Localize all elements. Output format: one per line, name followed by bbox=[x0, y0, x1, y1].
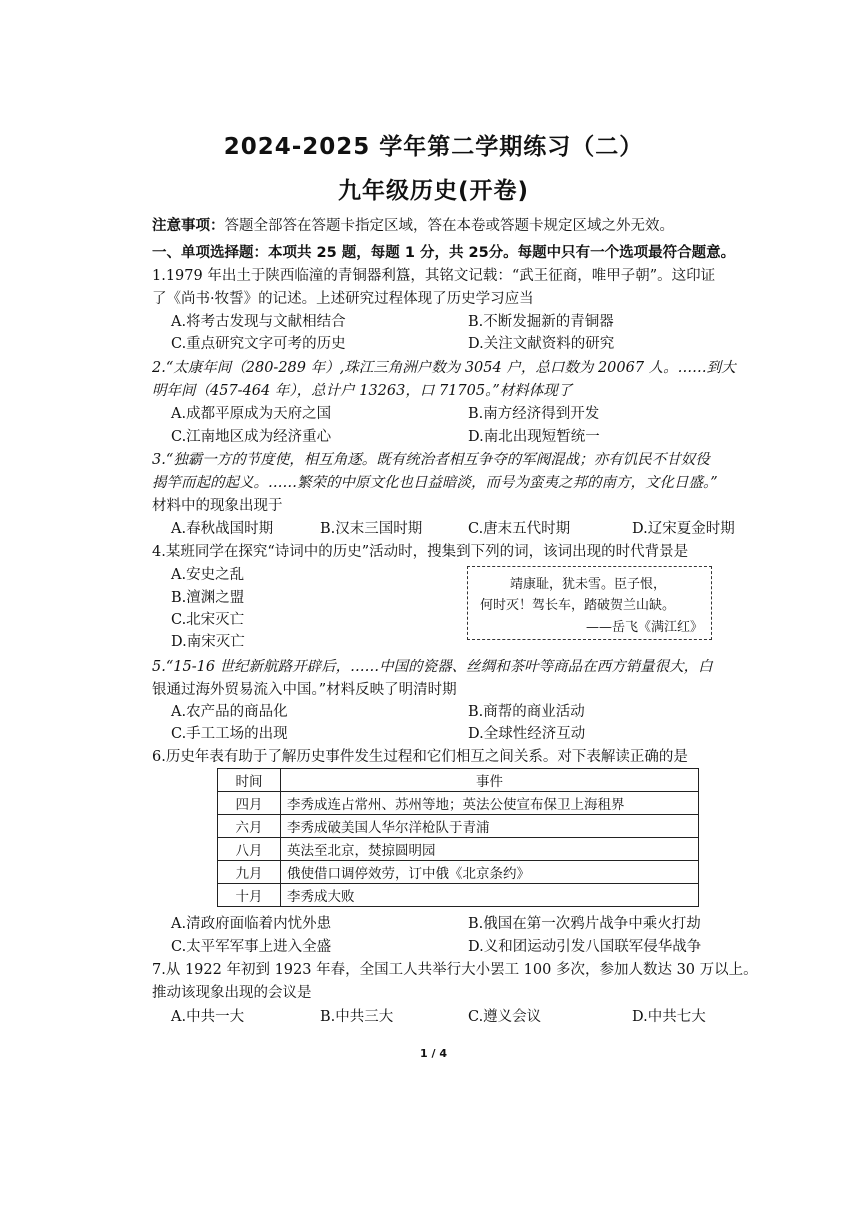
table-row bbox=[218, 861, 699, 884]
q6-option-d: D.义和团运动引发八国联军侵华战争 bbox=[468, 939, 702, 955]
table-row bbox=[218, 815, 699, 838]
table-row bbox=[218, 884, 699, 907]
q1-option-b: B.不断发掘新的青铜器 bbox=[468, 314, 614, 330]
table-cell-month: 九月 bbox=[218, 861, 281, 884]
table-cell-event: 李秀成破美国人华尔洋枪队于青浦 bbox=[281, 815, 699, 838]
q1-option-d: D.关注文献资料的研究 bbox=[468, 336, 615, 352]
timeline-table bbox=[217, 768, 699, 907]
q7-line1: 7.从 1922 年初到 1923 年春，全国工人共举行大小罢工 100 多次，参加人数达 30 万以上。 bbox=[152, 962, 758, 978]
table-cell-month: 四月 bbox=[218, 792, 281, 815]
q2-option-a: A.成都平原成为天府之国 bbox=[171, 406, 332, 422]
table-row bbox=[218, 792, 699, 815]
q6-option-b: B.俄国在第一次鸦片战争中乘火打劫 bbox=[468, 916, 701, 932]
poem-line1: 靖康耻，犹未雪。臣子恨， bbox=[510, 577, 667, 592]
q3-option-c: C.唐末五代时期 bbox=[468, 521, 571, 537]
table-cell-month: 八月 bbox=[218, 838, 281, 861]
page-number: 1 / 4 bbox=[420, 1047, 447, 1060]
poem-attribution: ——岳飞《满江红》 bbox=[586, 620, 704, 635]
q1-line2: 了《尚书·牧誓》的记述。上述研究过程体现了历史学习应当 bbox=[152, 291, 534, 307]
page-subtitle: 九年级历史(开卷) bbox=[337, 178, 530, 204]
table-cell-event: 英法至北京，焚掠圆明园 bbox=[281, 838, 699, 861]
notice-text: 答题全部答在答题卡指定区域，答在本卷或答题卡规定区域之外无效。 bbox=[224, 218, 674, 234]
q3-option-a: A.春秋战国时期 bbox=[171, 521, 274, 537]
q5-option-d: D.全球性经济互动 bbox=[468, 726, 586, 742]
q6-option-c: C.太平军军事上进入全盛 bbox=[171, 939, 332, 955]
q7-option-b: B.中共三大 bbox=[320, 1009, 394, 1025]
page-title: 2024-2025 学年第二学期练习（二） bbox=[223, 134, 644, 160]
q7-option-c: C.遵义会议 bbox=[468, 1009, 542, 1025]
q7-line2: 推动该现象出现的会议是 bbox=[152, 985, 312, 1001]
q6-option-a: A.清政府面临着内忧外患 bbox=[171, 916, 332, 932]
q3-line3: 材料中的现象出现于 bbox=[152, 498, 283, 514]
q2-line2: 明年间（457-464 年），总计户 13263，口 71705。”材料体现了 bbox=[152, 383, 573, 399]
q2-line1: 2.“太康年间（280-289 年）,珠江三角洲户数为 3054 户，总口数为 20067 人。……到大 bbox=[152, 360, 736, 376]
table-cell-event: 俄使借口调停效劳，订中俄《北京条约》 bbox=[281, 861, 699, 884]
q3-option-b: B.汉末三国时期 bbox=[320, 521, 423, 537]
q3-line2: 揭竿而起的起义。……繁荣的中原文化也日益暗淡，而号为蛮夷之邦的南方，文化日盛。” bbox=[152, 475, 718, 491]
q1-option-a: A.将考古发现与文献相结合 bbox=[171, 314, 346, 330]
table-cell-month: 十月 bbox=[218, 884, 281, 907]
table-row bbox=[218, 838, 699, 861]
q2-option-d: D.南北出现短暂统一 bbox=[468, 429, 600, 445]
q4-line1: 4.某班同学在探究“诗词中的历史”活动时，搜集到下列的词，该词出现的时代背景是 bbox=[152, 544, 689, 560]
table-cell-event: 李秀成连占常州、苏州等地；英法公使宣布保卫上海租界 bbox=[281, 792, 699, 815]
q3-line1: 3.“独霸一方的节度使，相互角逐。既有统治者相互争夺的军阀混战；亦有饥民不甘奴役 bbox=[152, 452, 710, 468]
q4-option-d: D.南宋灭亡 bbox=[171, 634, 245, 650]
notice-label: 注意事项： bbox=[152, 218, 225, 234]
q5-line1: 5.“15-16 世纪新航路开辟后，……中国的瓷器、丝绸和茶叶等商品在西方销量很大，白 bbox=[152, 659, 713, 675]
q7-option-a: A.中共一大 bbox=[171, 1009, 245, 1025]
q6-line1: 6.历史年表有助于了解历史事件发生过程和它们相互之间关系。对下表解读正确的是 bbox=[152, 749, 688, 765]
table-header-time: 时间 bbox=[218, 769, 281, 792]
q2-option-b: B.南方经济得到开发 bbox=[468, 406, 600, 422]
notice bbox=[152, 216, 674, 236]
table-header-event: 事件 bbox=[281, 769, 699, 792]
poem-box bbox=[467, 566, 712, 640]
section-heading: 一、单项选择题：本项共 25 题，每题 1 分，共 25分。每题中只有一个选项最符合题意。 bbox=[152, 245, 736, 261]
q3-option-d: D.辽宋夏金时期 bbox=[632, 521, 735, 537]
q4-option-b: B.澶渊之盟 bbox=[171, 590, 245, 606]
q5-option-c: C.手工工场的出现 bbox=[171, 726, 288, 742]
q5-line2: 银通过海外贸易流入中国。”材料反映了明清时期 bbox=[152, 682, 457, 698]
q5-option-a: A.农产品的商品化 bbox=[171, 704, 288, 720]
table-cell-month: 六月 bbox=[218, 815, 281, 838]
q4-option-a: A.安史之乱 bbox=[171, 567, 245, 583]
q1-line1: 1.1979 年出土于陕西临潼的青铜器利簋，其铭文记载：“武王征商，唯甲子朝”。这印证 bbox=[152, 268, 716, 284]
q4-option-c: C.北宋灭亡 bbox=[171, 612, 245, 628]
q7-option-d: D.中共七大 bbox=[632, 1009, 706, 1025]
q1-option-c: C.重点研究文字可考的历史 bbox=[171, 336, 346, 352]
table-cell-event: 李秀成大败 bbox=[281, 884, 699, 907]
q5-option-b: B.商帮的商业活动 bbox=[468, 704, 585, 720]
q2-option-c: C.江南地区成为经济重心 bbox=[171, 429, 332, 445]
table-header-row bbox=[218, 769, 699, 792]
poem-line2: 何时灭！驾长车，踏破贺兰山缺。 bbox=[480, 598, 676, 613]
